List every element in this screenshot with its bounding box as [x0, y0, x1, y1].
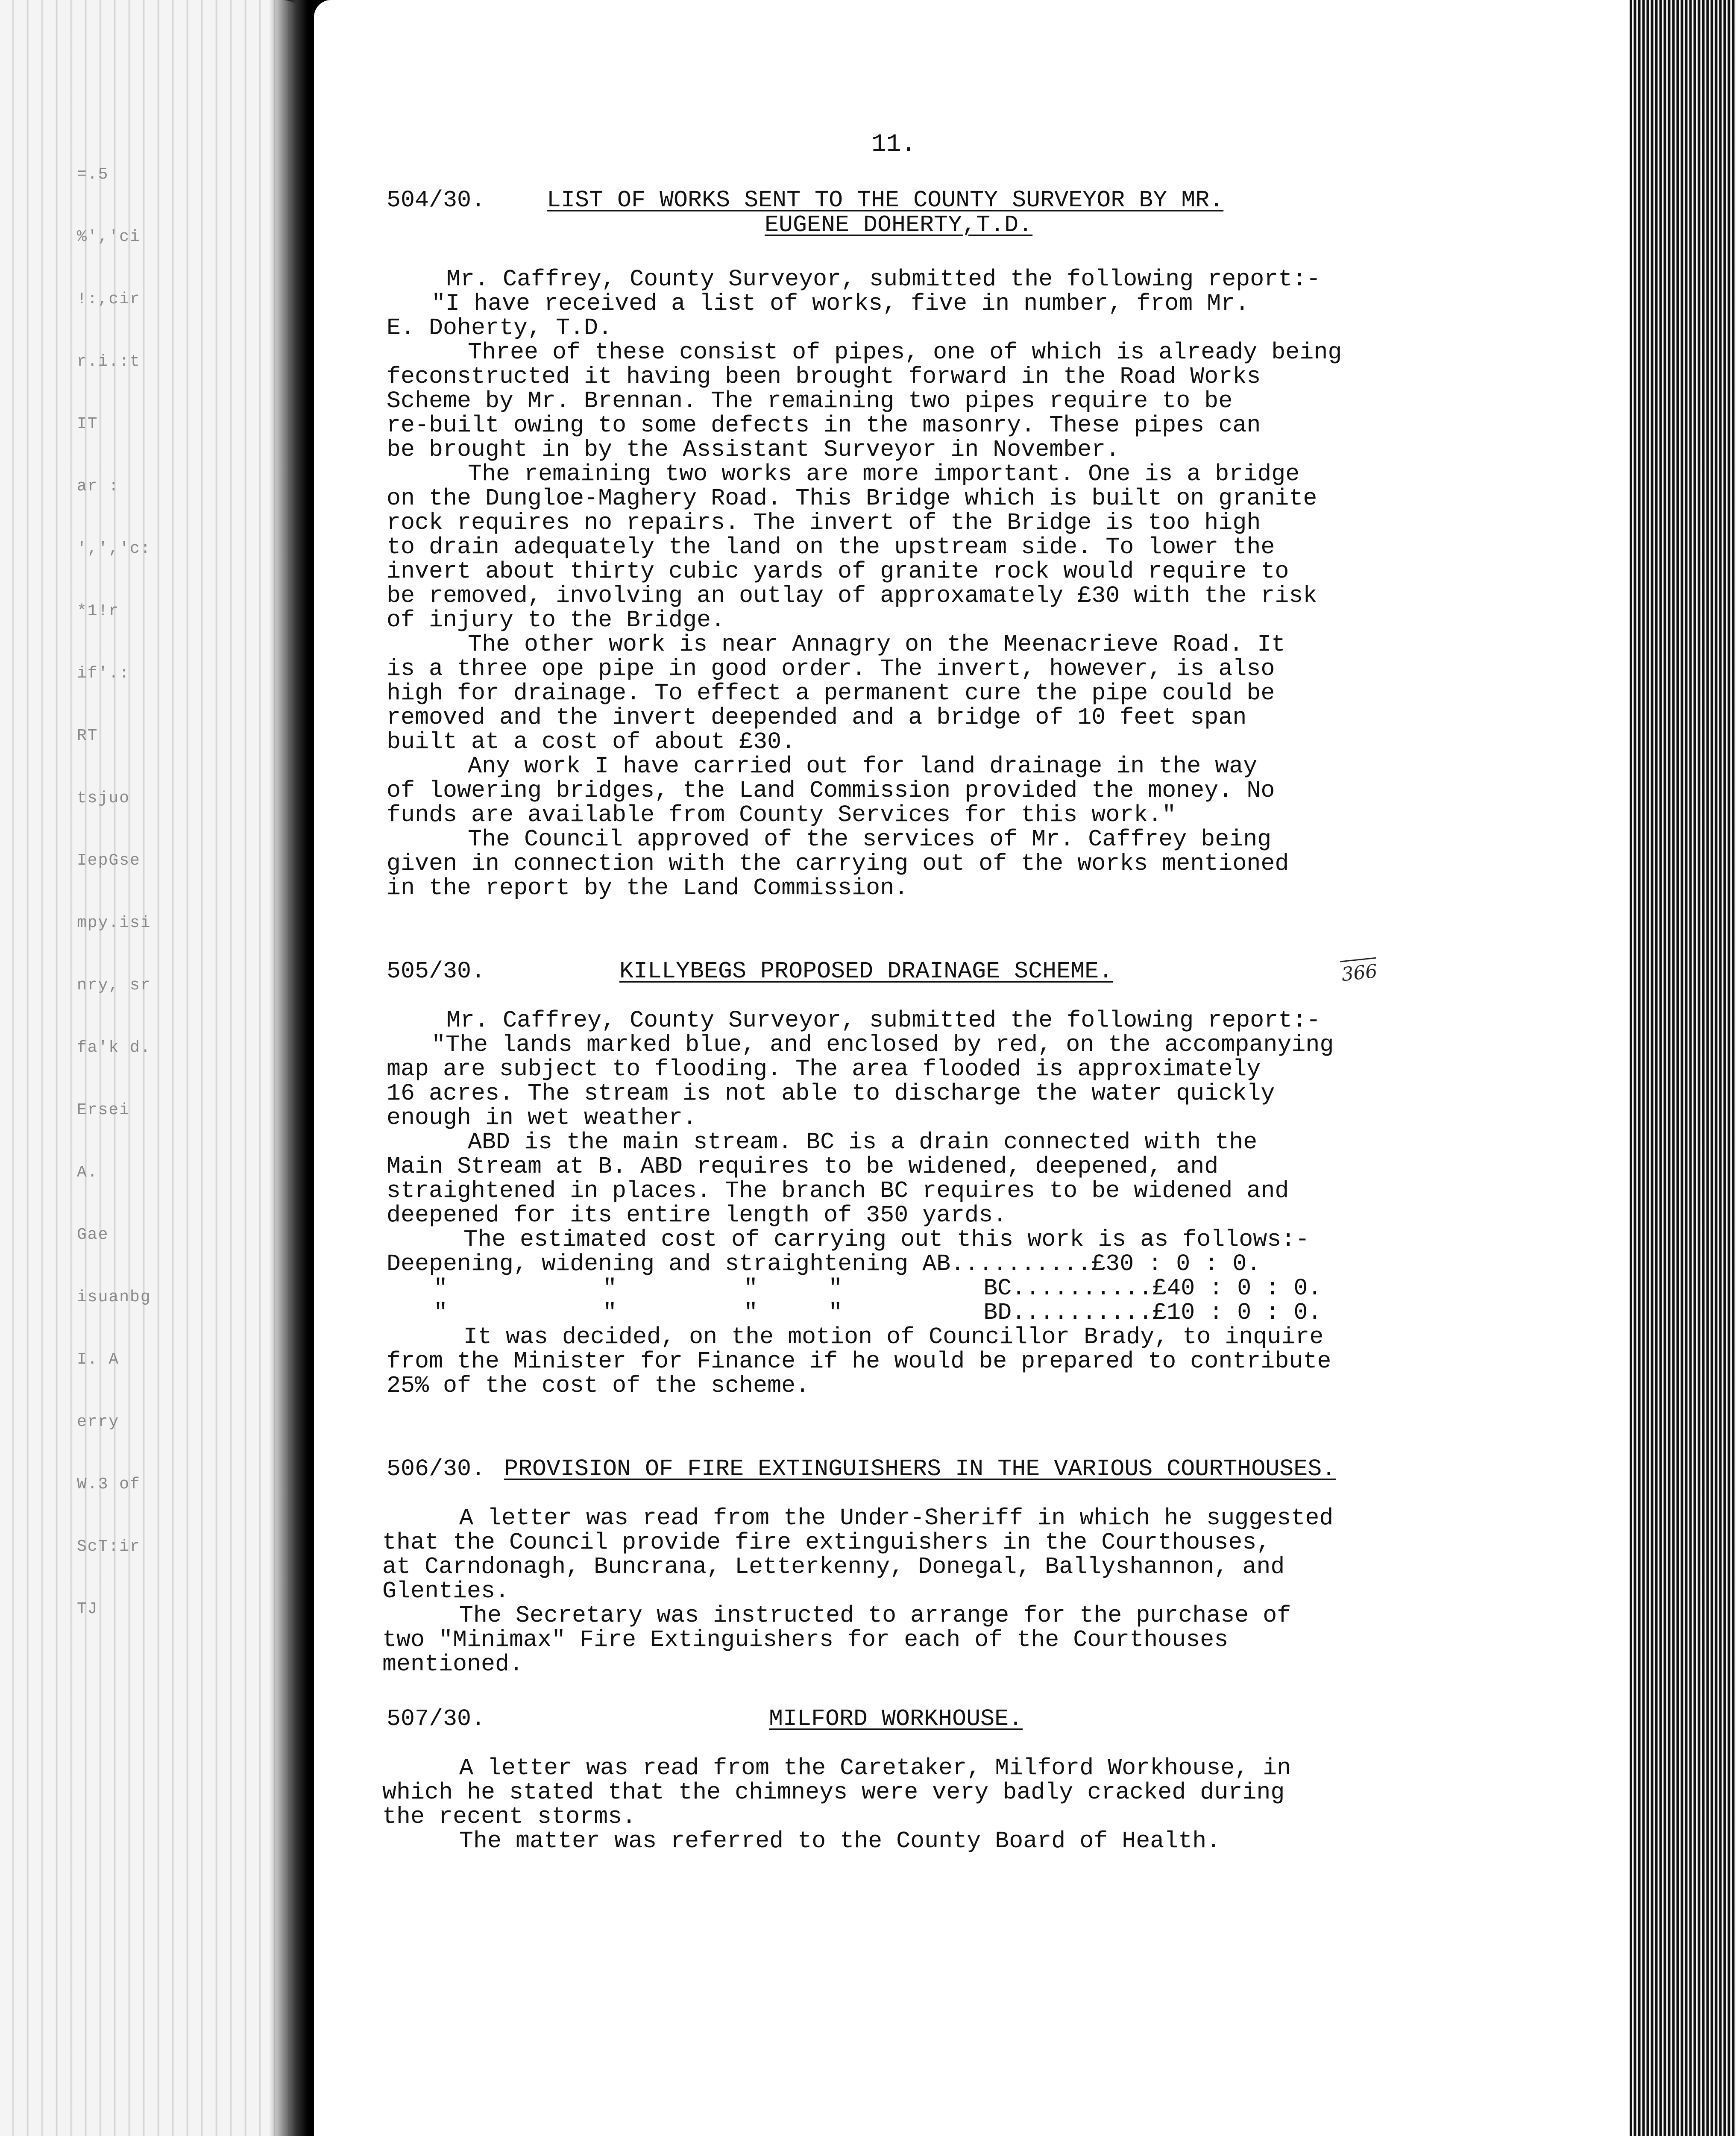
left-page-fragment: r.i.:t: [77, 352, 141, 371]
body-line: from the Minister for Finance if he would be prepared to contribute: [387, 1348, 1331, 1375]
minute-heading: MILFORD WORKHOUSE.: [769, 1705, 1023, 1732]
left-page-fragment: mpy.isi: [77, 914, 151, 932]
minute-heading: PROVISION OF FIRE EXTINGUISHERS IN THE VARIOUS COURTHOUSES.: [504, 1455, 1336, 1482]
minute-heading: KILLYBEGS PROPOSED DRAINAGE SCHEME.: [619, 958, 1113, 985]
body-line: 16 acres. The stream is not able to discharge the water quickly: [387, 1080, 1275, 1107]
minute-number: 506/30.: [387, 1455, 486, 1482]
body-line: given in connection with the carrying out of the works mentioned: [387, 850, 1289, 877]
left-page-fragment: *1!r: [77, 602, 120, 620]
left-page-fragment: erry: [77, 1413, 120, 1431]
body-line: 25% of the cost of the scheme.: [387, 1372, 810, 1399]
body-line: Mr. Caffrey, County Surveyor, submitted the following report:-: [446, 1007, 1321, 1034]
body-line: of injury to the Bridge.: [387, 607, 725, 634]
left-page-fragment: nry, sr: [77, 976, 151, 995]
left-page-fragment: ',','c:: [77, 540, 151, 558]
body-line: high for drainage. To effect a permanent cure the pipe could be: [387, 680, 1275, 707]
body-line: The remaining two works are more important. One is a bridge: [468, 461, 1300, 487]
left-page-fragment: !:,cir: [77, 290, 141, 308]
body-line: ABD is the main stream. BC is a drain connected with the: [468, 1129, 1258, 1156]
body-line: deepened for its entire length of 350 yards.: [387, 1202, 1007, 1229]
body-line: of lowering bridges, the Land Commission provided the money. No: [387, 777, 1275, 804]
minute-number: 507/30.: [387, 1705, 486, 1732]
left-page-fragment: isuanbg: [77, 1288, 151, 1306]
binding-shadow: [269, 0, 308, 2136]
left-page-fragment: Gae: [77, 1226, 109, 1244]
left-page-fragment: RT: [77, 727, 98, 745]
minute-number: 504/30.: [387, 187, 486, 214]
left-page-fragment: =.5: [77, 165, 109, 184]
left-page-fragment: I. A: [77, 1350, 120, 1369]
body-line: The Council approved of the services of Mr. Caffrey being: [468, 826, 1272, 853]
body-line: to drain adequately the land on the upstream side. To lower the: [387, 534, 1275, 560]
body-line: Scheme by Mr. Brennan. The remaining two pipes require to be: [387, 387, 1233, 414]
body-line: Deepening, widening and straightening AB..........£30 : 0 : 0.: [387, 1250, 1261, 1277]
left-page-fragment: IepGse: [77, 851, 141, 870]
body-line: Three of these consist of pipes, one of which is already being: [468, 339, 1342, 366]
body-line: E. Doherty, T.D.: [387, 314, 613, 341]
page-edges: [1630, 0, 1736, 2136]
body-line: that the Council provide fire extinguishers in the Courthouses,: [382, 1529, 1271, 1556]
body-line: "I have received a list of works, five in number, from Mr.: [431, 290, 1249, 317]
body-line: be brought in by the Assistant Surveyor in November.: [387, 436, 1120, 463]
body-line: mentioned.: [382, 1651, 524, 1678]
left-page-fragment: W.3 of: [77, 1475, 141, 1493]
body-line: two "Minimax" Fire Extinguishers for each of the Courthouses: [382, 1626, 1229, 1653]
body-line: " " " " BD..........£10 : 0 : 0.: [434, 1299, 1322, 1326]
body-line: The estimated cost of carrying out this work is as follows:-: [463, 1226, 1310, 1253]
body-line: which he stated that the chimneys were very badly cracked during: [382, 1779, 1285, 1806]
body-line: built at a cost of about £30.: [387, 728, 796, 755]
body-line: at Carndonagh, Buncrana, Letterkenny, Donegal, Ballyshannon, and: [382, 1553, 1285, 1580]
body-line: is a three ope pipe in good order. The invert, however, is also: [387, 655, 1275, 682]
minute-heading: LIST OF WORKS SENT TO THE COUNTY SURVEYOR BY MR.: [547, 187, 1224, 214]
body-line: The matter was referred to the County Board of Health.: [459, 1828, 1221, 1854]
left-page-fragment: fa'k d.: [77, 1039, 151, 1057]
left-page-fragment: A.: [77, 1163, 98, 1182]
body-line: Any work I have carried out for land drainage in the way: [468, 753, 1258, 780]
body-line: Glenties.: [382, 1578, 510, 1605]
left-page-fragments: [77, 162, 248, 1622]
body-line: be removed, involving an outlay of approxamately £30 with the risk: [387, 582, 1317, 609]
body-line: map are subject to flooding. The area flooded is approximately: [387, 1056, 1261, 1083]
body-line: Mr. Caffrey, County Surveyor, submitted the following report:-: [446, 266, 1321, 293]
left-page-fragment: TJ: [77, 1600, 98, 1618]
left-page-fragment: IT: [77, 415, 98, 433]
left-page-fragment: if'.:: [77, 664, 130, 683]
body-line: rock requires no repairs. The invert of the Bridge is too high: [387, 509, 1261, 536]
handwritten-reference: 366: [1340, 957, 1378, 986]
body-line: The other work is near Annagry on the Meenacrieve Road. It: [468, 631, 1286, 658]
body-line: feconstructed it having been brought forward in the Road Works: [387, 363, 1261, 390]
left-page-fragment: ar :: [77, 477, 120, 496]
body-line: A letter was read from the Caretaker, Milford Workhouse, in: [459, 1755, 1291, 1781]
body-line: enough in wet weather.: [387, 1104, 697, 1131]
left-facing-page: [0, 0, 308, 2136]
body-line: "The lands marked blue, and enclosed by red, on the accompanying: [431, 1031, 1334, 1058]
minute-heading: EUGENE DOHERTY,T.D.: [765, 211, 1033, 238]
body-line: removed and the invert deepended and a bridge of 10 feet span: [387, 704, 1247, 731]
body-line: It was decided, on the motion of Councillor Brady, to inquire: [463, 1323, 1324, 1350]
body-line: " " " " BC..........£40 : 0 : 0.: [434, 1275, 1322, 1302]
left-page-fragment: Ersei: [77, 1101, 130, 1119]
body-line: The Secretary was instructed to arrange for the purchase of: [459, 1602, 1291, 1629]
body-line: funds are available from County Services for this work.": [387, 801, 1176, 828]
page-number: 11.: [871, 131, 916, 158]
body-line: invert about thirty cubic yards of granite rock would require to: [387, 558, 1289, 585]
left-page-fragment: tsjuo: [77, 789, 130, 807]
body-line: on the Dungloe-Maghery Road. This Bridge which is built on granite: [387, 485, 1317, 512]
body-line: the recent storms.: [382, 1803, 636, 1830]
minute-number: 505/30.: [387, 958, 486, 985]
body-line: A letter was read from the Under-Sheriff in which he suggested: [459, 1505, 1334, 1532]
left-page-fragment: ScT:ir: [77, 1537, 141, 1556]
body-line: re-built owing to some defects in the masonry. These pipes can: [387, 412, 1261, 439]
body-line: Main Stream at B. ABD requires to be widened, deepened, and: [387, 1153, 1219, 1180]
left-page-fragment: %','ci: [77, 228, 141, 246]
body-line: in the report by the Land Commission.: [387, 874, 909, 901]
body-line: straightened in places. The branch BC requires to be widened and: [387, 1177, 1289, 1204]
